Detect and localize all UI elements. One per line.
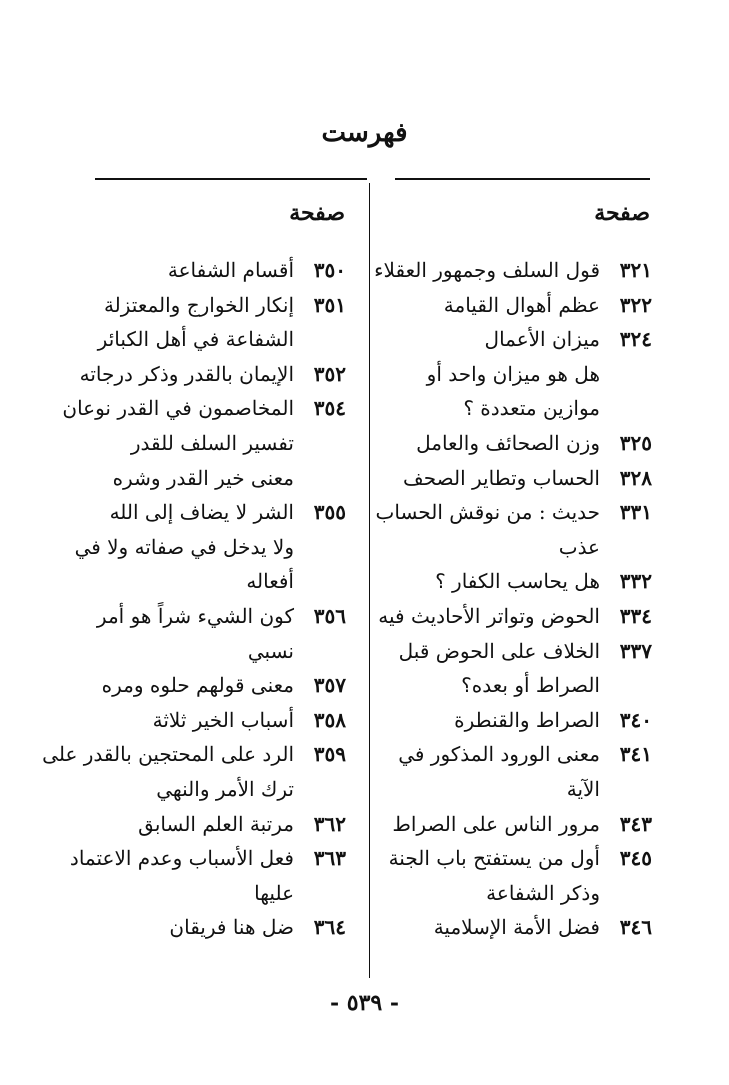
entry-title: إنكار الخوارج والمعتزلة (103, 292, 294, 317)
entry-page-number: ٣٣٤ (619, 603, 652, 628)
header-rule-right (395, 178, 650, 180)
entry-page-number: ٣٥٨ (313, 707, 346, 732)
entry-page-number: ٣٢٤ (619, 327, 652, 352)
entry-title: قول السلف وجمهور العقلاء (374, 258, 600, 282)
index-entry (98, 668, 346, 703)
index-entry (98, 461, 346, 496)
page-number: - ٥٣٩ - (329, 990, 400, 1016)
entry-title: الشر لا يضاف إلى الله (109, 500, 294, 525)
entry-page-number: ٣٢٨ (619, 465, 652, 490)
index-entry (400, 426, 652, 461)
index-entry (98, 772, 346, 807)
entry-page-number: ٣٥٤ (313, 396, 346, 421)
entry-title: فضل الأمة الإسلامية (433, 915, 600, 940)
entry-title: الحوض وتواتر الأحاديث فيه (378, 603, 600, 628)
entry-title: الحساب وتطاير الصحف (403, 465, 600, 490)
index-entry (400, 876, 652, 911)
index-entry (400, 357, 652, 392)
index-entry (62, 391, 346, 426)
index-entry (374, 253, 652, 288)
entry-title: مرور الناس على الصراط (392, 811, 600, 836)
entry-title: الخلاف على الحوض قبل (398, 638, 600, 663)
index-entry (400, 530, 652, 565)
entry-title: هل يحاسب الكفار ؟ (435, 569, 600, 594)
index-entry (98, 253, 346, 288)
entry-title: المخاصمون في القدر نوعان (62, 396, 294, 421)
entry-page-number: ٣٥٩ (313, 742, 346, 767)
entry-title: معنى الورود المذكور في (398, 742, 600, 767)
entry-title: وذكر الشفاعة (486, 880, 600, 905)
index-entry (378, 599, 652, 634)
entry-page-number: ٣٥٦ (313, 603, 346, 628)
entry-page-number: ٣٤٠ (619, 707, 652, 732)
entry-page-number: ٣٥٥ (313, 500, 346, 525)
entry-title: الصراط والقنطرة (454, 707, 600, 732)
entry-page-number: ٣٥٢ (313, 361, 346, 386)
entry-title: الصراط أو بعده؟ (461, 673, 600, 698)
index-entry (98, 910, 346, 945)
entry-page-number: ٣٣٢ (619, 569, 652, 594)
entry-page-number: ٣٦٢ (313, 811, 346, 836)
right-column-entries (374, 253, 652, 945)
entry-title: حديث : من نوقش الحساب (375, 500, 600, 525)
right-column-header: صفحة (594, 200, 650, 226)
entry-page-number: ٣٤٥ (619, 846, 652, 871)
index-entry (98, 703, 346, 738)
index-entry (400, 288, 652, 323)
entry-page-number: ٣٤٣ (619, 811, 652, 836)
index-entry (98, 876, 346, 911)
index-entry (400, 668, 652, 703)
entry-title: نسبي (247, 638, 294, 663)
entry-page-number: ٣٣٧ (619, 638, 652, 663)
index-entry (400, 634, 652, 669)
index-entry (98, 426, 346, 461)
index-entry (98, 322, 346, 357)
index-entry (400, 461, 652, 496)
index-entry (98, 634, 346, 669)
entry-title: عظم أهوال القيامة (443, 292, 600, 317)
index-entry (400, 391, 652, 426)
index-entry (392, 807, 652, 842)
entry-title: موازين متعددة ؟ (463, 396, 600, 421)
entry-title: أسباب الخير ثلاثة (152, 707, 294, 732)
entry-title: عذب (558, 534, 600, 559)
entry-title: ضل هنا فريقان (169, 915, 294, 940)
index-entry (400, 703, 652, 738)
entry-page-number: ٣٥١ (313, 292, 346, 317)
entry-title: أقسام الشفاعة (167, 258, 294, 282)
entry-page-number: ٣٥٠ (313, 258, 346, 282)
entry-page-number: ٣٤١ (619, 742, 652, 767)
page-title: فهرست (321, 118, 408, 148)
header-rule-left (95, 178, 367, 180)
entry-title: ترك الأمر والنهي (156, 776, 294, 801)
left-column-header: صفحة (289, 200, 345, 226)
entry-title: ميزان الأعمال (484, 327, 600, 352)
index-entry (400, 564, 652, 599)
index-entry (400, 737, 652, 772)
index-entry (98, 495, 346, 530)
index-entry (400, 322, 652, 357)
entry-page-number: ٣٥٧ (313, 673, 346, 698)
entry-title: الشفاعة في أهل الكبائر (97, 327, 294, 352)
index-entry (98, 599, 346, 634)
index-entry (98, 288, 346, 323)
entry-page-number: ٣٦٤ (313, 915, 346, 940)
entry-page-number: ٣٤٦ (619, 915, 652, 940)
entry-title: معنى خير القدر وشره (112, 465, 294, 490)
entry-title: الآية (566, 776, 600, 801)
entry-page-number: ٣٢٢ (619, 292, 652, 317)
entry-page-number: ٣٢١ (619, 258, 652, 282)
entry-title: الإيمان بالقدر وذكر درجاته (79, 361, 294, 386)
index-entry (375, 495, 652, 530)
entry-title: معنى قولهم حلوه ومره (101, 673, 294, 698)
entry-title: وزن الصحائف والعامل (416, 430, 600, 455)
entry-title: عليها (254, 880, 294, 905)
index-entry (79, 357, 346, 392)
index-entry (388, 841, 652, 876)
entry-page-number: ٣٣١ (619, 500, 652, 525)
entry-page-number: ٣٦٣ (313, 846, 346, 871)
entry-page-number: ٣٢٥ (619, 430, 652, 455)
entry-title: أول من يستفتح باب الجنة (388, 846, 600, 871)
entry-title: فعل الأسباب وعدم الاعتماد (69, 846, 294, 871)
entry-title: كون الشيء شراً هو أمر (96, 603, 294, 628)
index-entry (98, 564, 346, 599)
index-entry (42, 737, 346, 772)
index-entry (98, 807, 346, 842)
index-entry (400, 910, 652, 945)
index-entry (400, 772, 652, 807)
index-entry (74, 530, 346, 565)
entry-title: هل هو ميزان واحد أو (426, 361, 600, 386)
entry-title: أفعاله (246, 569, 294, 594)
entry-title: تفسير السلف للقدر (130, 430, 294, 455)
entry-title: الرد على المحتجين بالقدر على (42, 742, 294, 767)
column-divider (369, 183, 370, 978)
entry-title: ولا يدخل في صفاته ولا في (74, 534, 294, 559)
index-entry (69, 841, 346, 876)
left-column-entries (42, 253, 346, 945)
entry-title: مرتبة العلم السابق (138, 811, 294, 836)
